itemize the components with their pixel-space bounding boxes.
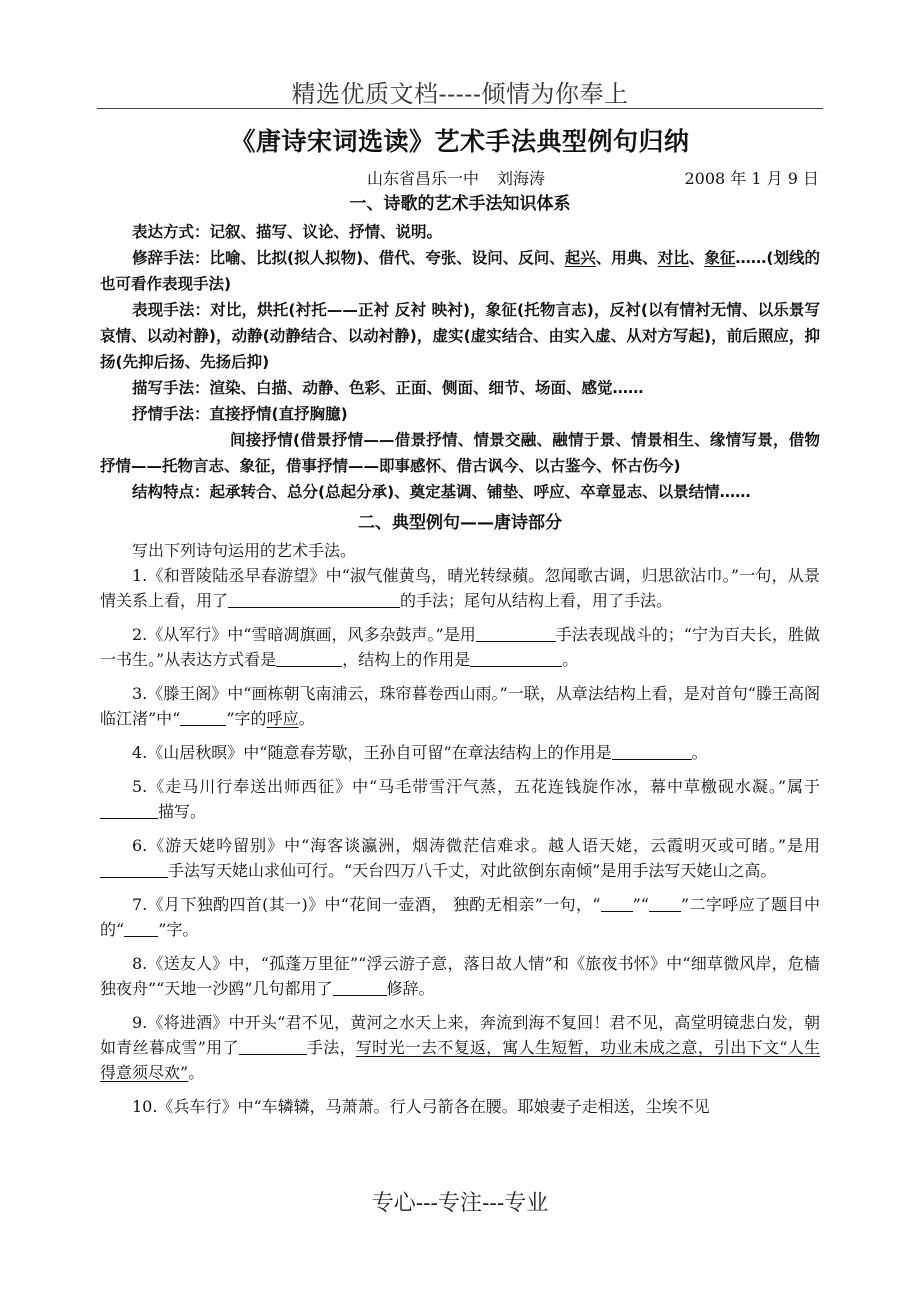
author-line: [367, 166, 545, 189]
description-paragraph: 描写手法：渲染、白描、动静、色彩、正面、侧面、细节、场面、感觉……: [132, 379, 644, 397]
question-5: 5.《走马川行奉送出师西征》中“马毛带雪汗气蒸，五花连钱旋作冰，幕中草檄砚水凝。”属于描写。: [100, 774, 820, 824]
structure-paragraph: 结构特点：起承转合、总分(总起分承)、奠定基调、铺垫、呼应、卒章显志、以景结情……: [132, 483, 751, 501]
answer-blank: [228, 591, 400, 608]
question-1: 1.《和晋陵陆丞早春游望》中“淑气催黄鸟，晴光转绿蘋。忽闻歌古调，归思欲沾巾。”一句，从景情关系上看，用了 的手法；尾句从结构上看，用了手法。: [100, 566, 820, 610]
answer-blank: [239, 1038, 307, 1055]
answer-blank: [333, 979, 387, 996]
document-date: 2008 年 1 月 9 日: [684, 169, 819, 188]
section2-intro: 写出下列诗句运用的艺术手法。: [132, 541, 357, 560]
performance-paragraph: 表现手法：对比，烘托(衬托——正衬 反衬 映衬)，象征(托物言志)，反衬(以有情衬无情、以乐景写哀情、以动衬静)，动静(动静结合、以动衬静)，虚实(虚实结合、由实入虚、从对方写起)，前后照应，抑扬(先抑后扬、先扬后抑): [100, 301, 820, 371]
page-footer: 专心---专注---专业: [371, 1191, 549, 1216]
question-4: 4.《山居秋暝》中“随意春芳歇，王孙自可留”在章法结构上的作用是 。: [132, 743, 708, 762]
question-9: 9.《将进酒》中开头“君不见，黄河之水天上来，奔流到海不复回！君不见，高堂明镜悲白发，朝如青丝暮成雪”用了 手法，写时光一去不复返，寓人生短暂，功业未成之意，引出下文“人生得意须尽欢”。: [100, 1013, 820, 1082]
answer-blank: [612, 743, 692, 760]
header-divider: [97, 108, 823, 109]
answer-blank: [100, 802, 158, 819]
answer-blank: [276, 650, 342, 667]
section2-heading: 二、典型例句——唐诗部分: [358, 513, 562, 533]
expression-paragraph: 表达方式：记叙、描写、议论、抒情、说明。: [132, 223, 443, 241]
answer-blank: [476, 625, 556, 642]
answer-blank: [601, 895, 633, 912]
question-2: 2.《从军行》中“雪暗凋旗画，风多杂鼓声。”是用 手法表现战斗的；“宁为百夫长，胜做一书生。”从表达方式看是 ，结构上的作用是 。: [100, 625, 820, 669]
question-7: 7.《月下独酌四首(其一)》中“花间一壶酒， 独酌无相亲”一句，“ ”“ ”二字呼应了题目中的“ ”字。: [100, 895, 820, 939]
section1-heading: 一、诗歌的艺术手法知识体系: [349, 194, 571, 214]
document-body: [100, 190, 820, 1128]
question-10: 10.《兵车行》中“车辚辚，马萧萧。行人弓箭各在腰。耶娘妻子走相送，尘埃不见: [132, 1097, 710, 1116]
answer-blank: [649, 895, 681, 912]
question-8: 8.《送友人》中，“孤蓬万里征”“浮云游子意，落日故人情”和《旅夜书怀》中“细草微风岸，危樯独夜舟”“天地一沙鸥”几句都用了 修辞。: [100, 954, 820, 998]
lyric-paragraph: 抒情手法：直接抒情(直抒胸臆): [132, 405, 348, 423]
answer-blank: [180, 709, 226, 726]
rhetoric-paragraph: 修辞手法：比喻、比拟(拟人拟物)、借代、夸张、设问、反问、起兴、用典、对比、象征……(划线的也可看作表现手法): [100, 249, 820, 293]
author-name: 刘海涛: [497, 169, 546, 188]
document-title: 《唐诗宋词选读》艺术手法典型例句归纳: [230, 127, 690, 156]
question-3: 3.《滕王阁》中“画栋朝飞南浦云，珠帘暮卷西山雨。”一联，从章法结构上看，是对首句“滕王高阁临江渚”中“ ”字的呼应。: [100, 684, 820, 728]
page-header: 精选优质文档-----倾情为你奉上: [291, 80, 629, 108]
author-school: 山东省昌乐一中: [367, 169, 480, 188]
answer-blank: [470, 650, 562, 667]
lyric-indirect-paragraph: 间接抒情(借景抒情——借景抒情、情景交融、融情于景、情景相生、缘情写景，借物抒情——托物言志、象征，借事抒情——即事感怀、借古讽今、以古鉴今、怀古伤今): [100, 431, 820, 475]
answer-blank: [100, 861, 168, 878]
answer-blank: [124, 920, 158, 937]
question-6: 6.《游天姥吟留别》中“海客谈瀛洲，烟涛微茫信难求。越人语天姥，云霞明灭或可睹。”是用手法写天姥山求仙可行。“天台四万八千丈，对此欲倒东南倾”是用手法写天姥山之高。: [100, 833, 820, 883]
